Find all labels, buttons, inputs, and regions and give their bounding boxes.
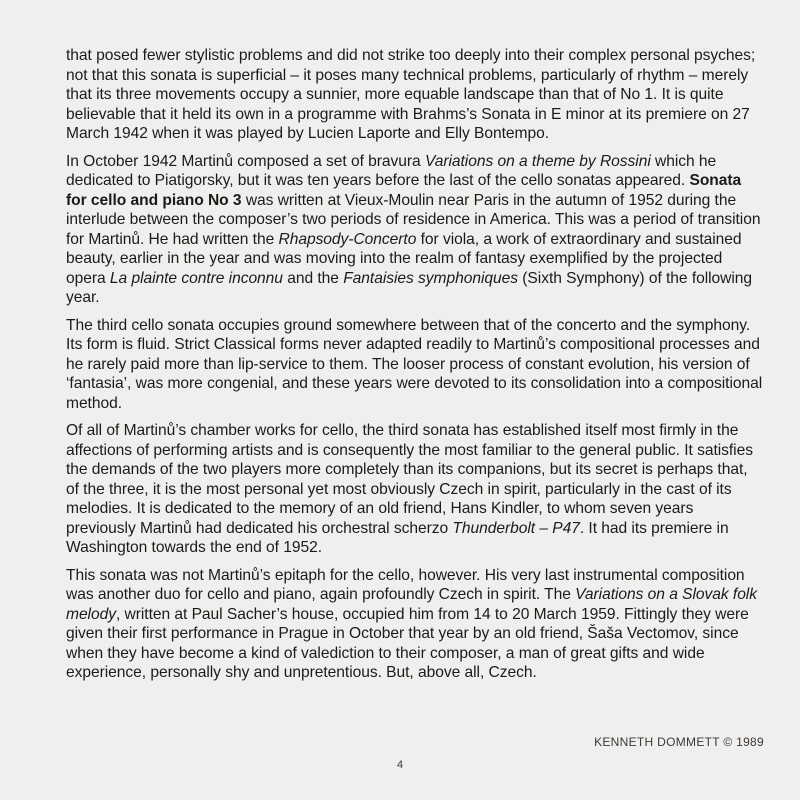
paragraph-1 bbox=[66, 46, 764, 144]
text-run: that posed fewer stylistic problems and did not strike too deeply into their complex personal psyches; not that this sonata is superficial – it poses many technical problems, particularly of rhythm – merely that its three movements occupy a sunnier, more equable landscape than that of No 1. It is quite believable that it held its own in a programme with Brahms’s Sonata in E minor at its premiere on 27 March 1942 when it was played by Lucien Laporte and Elly Bontempo. bbox=[66, 47, 756, 142]
text-run: Thunderbolt – P47 bbox=[452, 519, 580, 537]
text-run: . It had its premiere in Washington towards the end of 1952. bbox=[66, 519, 729, 556]
paragraph-5 bbox=[66, 566, 764, 683]
text-run: , written at Paul Sacher’s house, occupied him from 14 to 20 March 1959. Fittingly they were given their first performance in Prague in October that year by an old friend, Šaša Vectomov, since when they have become a kind of valediction to their composer, a man of great gifts and wide experience, personally shy and unpretentious. But, above all, Czech. bbox=[66, 605, 749, 681]
text-run: Of all of Martinů’s chamber works for cello, the third sonata has established itself most firmly in the affections of performing artists and is consequently the most familiar to the general public. It satisfies the demands of the two players more completely than its companions, but its secret is perhaps that, of the three, it is the most personal yet most obviously Czech in spirit, particularly in the cast of its melodies. It is dedicated to the memory of an old friend, Hans Kindler, to whom seven years previously Martinů had dedicated his orchestral scherzo bbox=[66, 422, 753, 537]
text-run: La plainte contre inconnu bbox=[109, 269, 283, 287]
text-run: (Sixth Symphony) of the following year. bbox=[66, 269, 753, 306]
text-run: Rhapsody-Concerto bbox=[278, 230, 417, 248]
author-signature: KENNETH DOMMETT © 1989 bbox=[594, 735, 764, 749]
text-run: This sonata was not Martinů’s epitaph for the cello, however. His very last instrumental composition was another duo for cello and piano, again profoundly Czech in spirit. The bbox=[66, 566, 745, 603]
text-run: Variations on a theme by Rossini bbox=[424, 152, 651, 170]
text-run: Variations on a Slovak folk melody bbox=[66, 586, 757, 623]
paragraph-2 bbox=[66, 152, 764, 308]
text-run: was written at Vieux-Moulin near Paris in the autumn of 1952 during the interlude between the composer’s two periods of residence in America. This was a period of transition for Martinů. He had written the bbox=[66, 191, 761, 248]
text-run: In October 1942 Martinů composed a set of bravura bbox=[66, 152, 425, 170]
paragraph-4 bbox=[66, 421, 764, 558]
text-run: for viola, a work of extraordinary and sustained beauty, earlier in the year and was moving into the realm of fantasy exemplified by the projected opera bbox=[66, 230, 742, 287]
text-run: The third cello sonata occupies ground somewhere between that of the concerto and the symphony. Its form is fluid. Strict Classical forms never adapted readily to Martinů’s compositional processes and he rarely paid more than lip-service to them. The looser process of constant evolution, his version of ‘fantasia’, was more congenial, and these years were devoted to its consolidation into a compositional method. bbox=[66, 316, 763, 412]
page-number: 4 bbox=[396, 759, 404, 771]
text-run: Sonata for cello and piano No 3 bbox=[66, 172, 742, 209]
article-body bbox=[66, 46, 764, 691]
text-run: which he dedicated to Piatigorsky, but it was ten years before the last of the cello sonatas appeared. bbox=[66, 152, 717, 189]
text-run: and the bbox=[282, 269, 344, 287]
paragraph-3 bbox=[66, 316, 764, 414]
text-run: Fantaisies symphoniques bbox=[343, 269, 518, 287]
